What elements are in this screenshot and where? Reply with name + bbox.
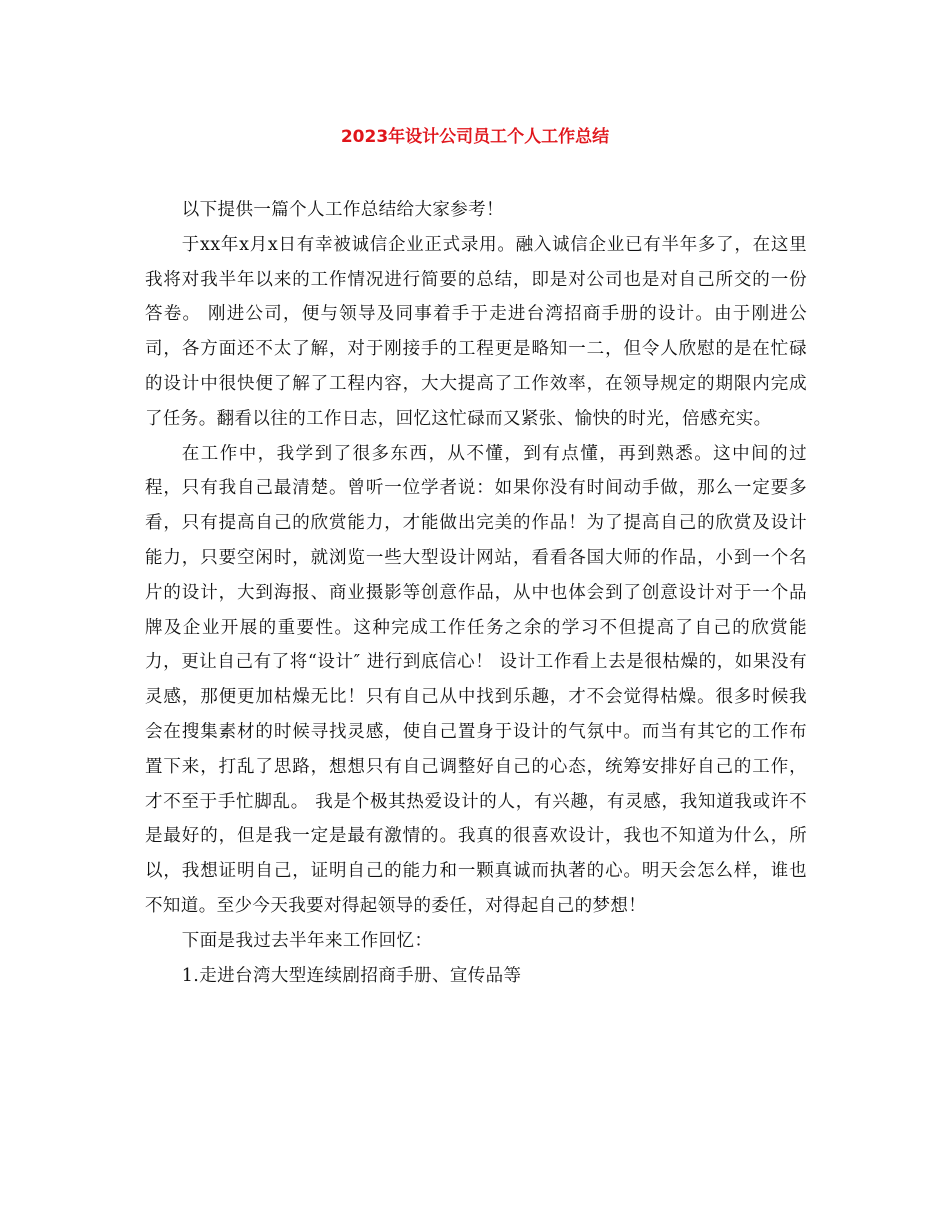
paragraph-review-intro: 下面是我过去半年来工作回忆： [181,930,433,951]
paragraph-hiring: 于xx年x月x日有幸被诚信企业正式录用。融入诚信企业已有半年多了，在这里我将对我半年以来的工作情况进行简要的总结，即是对公司也是对自己所交的一份答卷。 刚进公司，便与领导及同事着手于走进台湾招商手册的设计。由于刚进公司，各方面还不太了解，对于刚接手的工程更是略知一二，但令人欣慰的是在忙碌的设计中很快便了解了工程内容，大大提高了工作效率，在领导规定的期限内完成了任务。翻看以往的工作日志，回忆这忙碌而又紧张、愉快的时光，倍感充实。 [145,234,807,429]
list-item: 1.走进台湾大型连续剧招商手册、宣传品等 [181,965,522,986]
paragraph-intro: 以下提供一篇个人工作总结给大家参考！ [181,200,504,220]
paragraph-learning: 在工作中，我学到了很多东西，从不懂，到有点懂，再到熟悉。这中间的过程，只有我自己最清楚。曾听一位学者说：如果你没有时间动手做，那么一定要多看，只有提高自己的欣赏能力，才能做出完美的作品！为了提高自己的欣赏及设计能力，只要空闲时，就浏览一些大型设计网站，看看各国大师的作品，小到一个名片的设计，大到海报、商业摄影等创意作品，从中也体会到了创意设计对于一个品牌及企业开展的重要性。这种完成工作任务之余的学习不但提高了自己的欣赏能力，更让自己有了将“设计″ 进行到底信心！ 设计工作看上去是很枯燥的，如果没有灵感，那便更加枯燥无比！只有自己从中找到乐趣，才不会觉得枯燥。很多时候我会在搜集素材的时候寻找灵感，使自己置身于设计的气氛中。而当有其它的工作布置下来，打乱了思路，想想只有自己调整好自己的心态，统筹安排好自己的工作，才不至于手忙脚乱。 我是个极其热爱设计的人，有兴趣，有灵感，我知道我或许不是最好的，但是我一定是最有激情的。我真的很喜欢设计，我也不知道为什么，所以，我想证明自己，证明自己的能力和一颗真诚而执著的心。明天会怎么样，谁也不知道。至少今天我要对得起领导的委任，对得起自己的梦想！ [145,443,807,916]
document-body [145,193,807,993]
document-title: 2023年设计公司员工个人工作总结 [340,127,610,147]
